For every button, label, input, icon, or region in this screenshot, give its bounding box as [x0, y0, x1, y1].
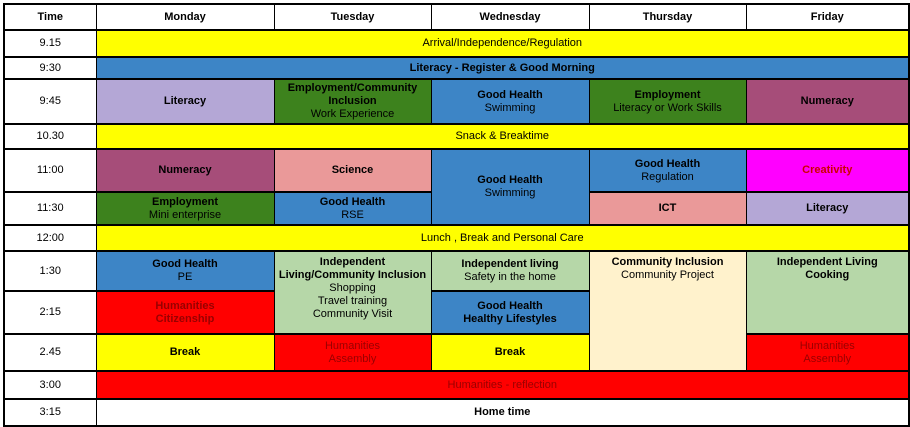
header-monday: Monday: [96, 4, 274, 30]
subject-subtitle: Literacy or Work Skills: [613, 101, 722, 114]
cell-tue-245: [274, 334, 431, 371]
subject-title: Employment: [634, 88, 701, 101]
time-label-945: 9:45: [4, 79, 96, 124]
cell-fri-945: [746, 79, 909, 124]
subject-title: Independent Living: [776, 256, 878, 268]
subject-subtitle: Assembly: [328, 352, 377, 365]
subject-title: Numeracy: [158, 164, 212, 176]
header-wednesday: Wednesday: [431, 4, 589, 30]
time-label-300: 3:00: [4, 371, 96, 399]
header-tuesday: Tuesday: [274, 4, 431, 30]
subject-title: Community Inclusion: [611, 256, 724, 268]
cell-fri-1100: [746, 149, 909, 192]
cell-mon-215: [96, 291, 274, 334]
cell-mon-1100: [96, 149, 274, 192]
subject-subtitle: Cooking: [805, 269, 850, 281]
row-1200: [4, 225, 909, 251]
cell-1200-all-days: Lunch , Break and Personal Care: [96, 225, 909, 251]
cell-wed-130: [431, 251, 589, 291]
cell-wed-215: [431, 291, 589, 334]
cell-wed-945: [431, 79, 589, 124]
cell-thu-1130: [589, 192, 746, 225]
cell-thu-945: [589, 79, 746, 124]
row-1030: [4, 124, 909, 149]
subject-subtitle: Shopping: [329, 282, 376, 294]
subject-title: Good Health: [477, 88, 543, 101]
subject-title: Numeracy: [800, 95, 854, 107]
time-label-1030: 10.30: [4, 124, 96, 149]
cell-thu-1100: [589, 149, 746, 192]
time-label-1130: 11:30: [4, 192, 96, 225]
subject-title: Employment/Community Inclusion: [287, 82, 418, 107]
header-row: [4, 4, 909, 30]
subject-title: Good Health: [319, 195, 386, 208]
cell-915-all-days: Arrival/Independence/Regulation: [96, 30, 909, 57]
subject-subtitle: PE: [177, 271, 193, 283]
subject-title: Good Health: [477, 174, 543, 186]
cell-930-all-days: Literacy - Register & Good Morning: [96, 57, 909, 79]
cell-mon-945: [96, 79, 274, 124]
cell-tue-130-215: [274, 251, 431, 334]
cell-tue-1130: [274, 192, 431, 225]
row-315: [4, 399, 909, 426]
cell-fri-130-215: [746, 251, 909, 334]
subject-subtitle: RSE: [341, 208, 364, 221]
subject-title: Science: [331, 164, 374, 176]
cell-mon-245: [96, 334, 274, 371]
time-label-315: 3:15: [4, 399, 96, 426]
subject-subtitle: Healthy Lifestyles: [463, 312, 557, 325]
subject-subtitle: Assembly: [803, 352, 852, 365]
subject-title: Independent living: [461, 258, 559, 270]
subject-title: Humanities: [324, 339, 381, 352]
row-915: [4, 30, 909, 57]
subject-title: Good Health: [477, 299, 543, 312]
time-label-1100: 11:00: [4, 149, 96, 192]
subject-title: ICT: [658, 202, 677, 214]
subject-subtitle: Community Project: [621, 269, 714, 281]
header-thursday: Thursday: [589, 4, 746, 30]
time-label-915: 9.15: [4, 30, 96, 57]
subject-title: Good Health: [634, 157, 701, 170]
row-130: [4, 251, 909, 291]
time-label-930: 9:30: [4, 57, 96, 79]
subject-title: Break: [494, 346, 526, 358]
cell-mon-1130: [96, 192, 274, 225]
subject-subtitle: Safety in the home: [464, 271, 556, 283]
cell-1030-all-days: Snack & Breaktime: [96, 124, 909, 149]
cell-wed-1100-1130: [431, 149, 589, 225]
header-time: Time: [4, 4, 96, 30]
subject-subtitle: Mini enterprise: [148, 208, 222, 221]
row-930: [4, 57, 909, 79]
subject-subtitle: Citizenship: [155, 312, 215, 325]
row-300: [4, 371, 909, 399]
cell-315-all-days: Home time: [96, 399, 909, 426]
subject-title: Good Health: [152, 258, 218, 270]
subject-subtitle: Travel training: [317, 295, 388, 307]
row-1100: [4, 149, 909, 192]
weekly-timetable: [3, 3, 910, 427]
subject-title: Employment: [151, 195, 218, 208]
subject-subtitle: Regulation: [641, 170, 694, 183]
time-label-130: 1:30: [4, 251, 96, 291]
cell-tue-1100: [274, 149, 431, 192]
subject-title: Literacy: [163, 95, 207, 107]
subject-title: Creativity: [802, 164, 853, 176]
cell-fri-245: [746, 334, 909, 371]
subject-title: Independent Living/Community Inclusion: [278, 256, 427, 281]
time-label-215: 2:15: [4, 291, 96, 334]
subject-subtitle: Swimming: [484, 101, 536, 114]
row-945: [4, 79, 909, 124]
subject-subtitle: Swimming: [484, 187, 536, 199]
subject-subtitle: Work Experience: [310, 108, 395, 120]
cell-fri-1130: [746, 192, 909, 225]
row-245: [4, 334, 909, 371]
cell-mon-130: [96, 251, 274, 291]
cell-tue-945: [274, 79, 431, 124]
cell-300-all-days: Humanities - reflection: [96, 371, 909, 399]
subject-title: Humanities: [799, 339, 855, 352]
cell-thu-130-245: [589, 251, 746, 371]
header-friday: Friday: [746, 4, 909, 30]
time-label-245: 2.45: [4, 334, 96, 371]
cell-wed-245: [431, 334, 589, 371]
subject-title: Break: [169, 346, 201, 358]
time-label-1200: 12:00: [4, 225, 96, 251]
subject-title: Literacy: [806, 202, 849, 214]
subject-title: Humanities: [155, 299, 215, 312]
subject-subtitle: Community Visit: [312, 308, 393, 320]
